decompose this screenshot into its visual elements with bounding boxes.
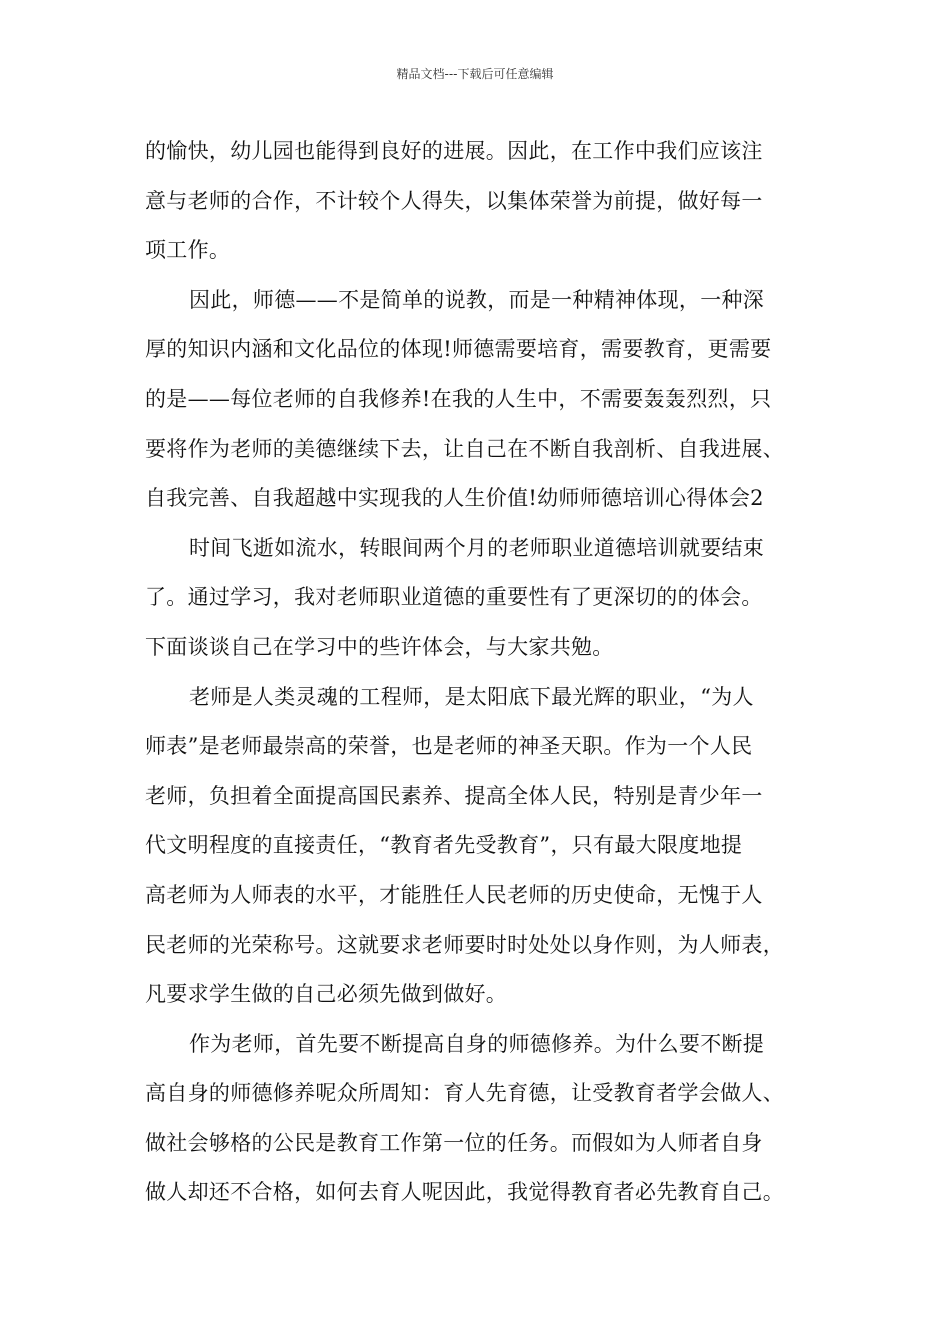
text-line: 自我完善、自我超越中实现我的人生价值!幼师师德培训心得体会2 (145, 486, 764, 511)
text-line: 代文明程度的直接责任，“教育者先受教育”，只有最大限度地提 (145, 833, 743, 858)
text-line: 厚的知识内涵和文化品位的体现!师德需要培育，需要教育，更需要 (145, 337, 772, 362)
text-line: 了。通过学习，我对老师职业道德的重要性有了更深切的的体会。 (145, 585, 763, 610)
text-line: 高自身的师德修养呢众所周知：育人先育德，让受教育者学会做人、 (145, 1081, 784, 1106)
text-line: 下面谈谈自己在学习中的些许体会，与大家共勉。 (145, 634, 614, 659)
paragraph-start-line: 时间飞逝如流水，转眼间两个月的老师职业道德培训就要结束 (189, 535, 765, 560)
text-line: 师表”是老师最崇高的荣誉，也是老师的神圣天职。作为一个人民 (145, 734, 753, 759)
text-line: 凡要求学生做的自己必须先做到做好。 (145, 982, 508, 1007)
paragraph-start-line: 作为老师，首先要不断提高自身的师德修养。为什么要不断提 (189, 1031, 765, 1056)
document-body (145, 127, 811, 1218)
text-line: 要将作为老师的美德继续下去，让自己在不断自我剖析、自我进展、 (145, 436, 784, 461)
text-line: 的是——每位老师的自我修养!在我的人生中，不需要轰轰烈烈，只 (145, 386, 772, 411)
text-line: 项工作。 (145, 238, 231, 263)
page-header: 精品文档---下载后可任意编辑 (396, 67, 554, 81)
text-line: 民老师的光荣称号。这就要求老师要时时处处以身作则，为人师表， (145, 932, 784, 957)
paragraph-start-line: 老师是人类灵魂的工程师，是太阳底下最光辉的职业，“为人 (189, 684, 754, 709)
text-line: 做社会够格的公民是教育工作第一位的任务。而假如为人师者自身 (145, 1130, 763, 1155)
text-line: 意与老师的合作，不计较个人得失，以集体荣誉为前提，做好每一 (145, 188, 763, 213)
text-line: 高老师为人师表的水平，才能胜任人民老师的历史使命，无愧于人 (145, 882, 763, 907)
text-line: 的愉快，幼儿园也能得到良好的进展。因此，在工作中我们应该注 (145, 139, 763, 163)
paragraph-start-line: 因此，师德——不是简单的说教，而是一种精神体现，一种深 (189, 287, 765, 312)
text-line: 老师，负担着全面提高国民素养、提高全体人民，特别是青少年一 (145, 783, 763, 808)
text-line: 做人却还不合格，如何去育人呢因此，我觉得教育者必先教育自己。 (145, 1180, 784, 1205)
